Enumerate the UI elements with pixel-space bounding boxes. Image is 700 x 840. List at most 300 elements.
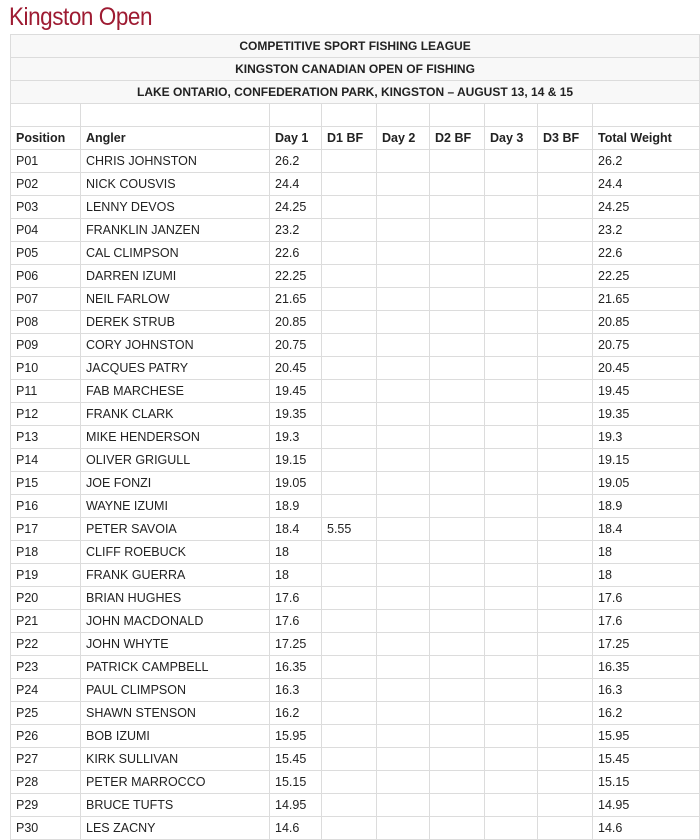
cell-d1bf (322, 748, 377, 771)
table-row (11, 610, 700, 633)
cell-position: P03 (11, 196, 81, 219)
cell-day3 (485, 679, 538, 702)
cell-day1: 15.45 (270, 748, 322, 771)
cell-day1: 16.35 (270, 656, 322, 679)
cell-day1: 18.4 (270, 518, 322, 541)
cell-position: P10 (11, 357, 81, 380)
cell-total-weight: 16.2 (593, 702, 700, 725)
cell-d1bf (322, 265, 377, 288)
cell-d3bf (538, 311, 593, 334)
cell-day1: 19.35 (270, 403, 322, 426)
cell-day3 (485, 196, 538, 219)
cell-day3 (485, 817, 538, 840)
cell-d2bf (430, 449, 485, 472)
cell-d1bf (322, 771, 377, 794)
cell-position: P15 (11, 472, 81, 495)
cell-d2bf (430, 679, 485, 702)
cell-day2 (377, 472, 430, 495)
cell-total-weight: 20.75 (593, 334, 700, 357)
cell-d3bf (538, 702, 593, 725)
cell-d2bf (430, 288, 485, 311)
cell-day2 (377, 656, 430, 679)
cell-day2 (377, 564, 430, 587)
cell-day3 (485, 564, 538, 587)
cell-d1bf (322, 449, 377, 472)
cell-total-weight: 17.6 (593, 587, 700, 610)
cell-day2 (377, 380, 430, 403)
cell-day3 (485, 472, 538, 495)
cell-d1bf (322, 311, 377, 334)
cell-d2bf (430, 748, 485, 771)
col-angler: Angler (81, 127, 270, 150)
cell-angler: FRANK CLARK (81, 403, 270, 426)
cell-day2 (377, 794, 430, 817)
cell-total-weight: 18 (593, 564, 700, 587)
cell-day1: 16.2 (270, 702, 322, 725)
cell-d1bf (322, 288, 377, 311)
table-row (11, 288, 700, 311)
cell-day1: 20.75 (270, 334, 322, 357)
cell-day2 (377, 265, 430, 288)
cell-d2bf (430, 587, 485, 610)
cell-d3bf (538, 288, 593, 311)
cell-total-weight: 21.65 (593, 288, 700, 311)
cell-d1bf (322, 656, 377, 679)
cell-day3 (485, 495, 538, 518)
cell-d2bf (430, 656, 485, 679)
cell-total-weight: 23.2 (593, 219, 700, 242)
cell-d3bf (538, 334, 593, 357)
cell-day1: 18 (270, 541, 322, 564)
cell-day1: 24.25 (270, 196, 322, 219)
cell-d3bf (538, 219, 593, 242)
cell-d1bf (322, 564, 377, 587)
cell-day1: 23.2 (270, 219, 322, 242)
cell-day2 (377, 587, 430, 610)
cell-total-weight: 24.4 (593, 173, 700, 196)
cell-angler: JACQUES PATRY (81, 357, 270, 380)
cell-day2 (377, 219, 430, 242)
cell-d2bf (430, 426, 485, 449)
cell-angler: PETER SAVOIA (81, 518, 270, 541)
cell-d3bf (538, 817, 593, 840)
cell-day2 (377, 288, 430, 311)
cell-day2 (377, 633, 430, 656)
cell-day1: 20.85 (270, 311, 322, 334)
table-row (11, 725, 700, 748)
table-row (11, 518, 700, 541)
cell-total-weight: 19.45 (593, 380, 700, 403)
table-row (11, 196, 700, 219)
cell-day3 (485, 380, 538, 403)
cell-angler: BOB IZUMI (81, 725, 270, 748)
cell-day3 (485, 311, 538, 334)
cell-d3bf (538, 472, 593, 495)
cell-angler: PATRICK CAMPBELL (81, 656, 270, 679)
cell-total-weight: 17.25 (593, 633, 700, 656)
cell-d2bf (430, 403, 485, 426)
cell-day3 (485, 334, 538, 357)
table-row (11, 426, 700, 449)
cell-d1bf (322, 633, 377, 656)
cell-total-weight: 14.6 (593, 817, 700, 840)
cell-day1: 17.6 (270, 610, 322, 633)
cell-position: P28 (11, 771, 81, 794)
table-row (11, 748, 700, 771)
cell-total-weight: 16.35 (593, 656, 700, 679)
cell-day3 (485, 725, 538, 748)
col-position: Position (11, 127, 81, 150)
cell-position: P04 (11, 219, 81, 242)
cell-day1: 15.95 (270, 725, 322, 748)
cell-day3 (485, 150, 538, 173)
cell-angler: JOE FONZI (81, 472, 270, 495)
table-row (11, 380, 700, 403)
cell-day2 (377, 679, 430, 702)
cell-position: P30 (11, 817, 81, 840)
cell-d2bf (430, 702, 485, 725)
col-d1bf: D1 BF (322, 127, 377, 150)
cell-total-weight: 24.25 (593, 196, 700, 219)
cell-position: P16 (11, 495, 81, 518)
cell-day2 (377, 196, 430, 219)
cell-d1bf (322, 334, 377, 357)
cell-total-weight: 19.3 (593, 426, 700, 449)
cell-position: P23 (11, 656, 81, 679)
cell-d3bf (538, 518, 593, 541)
cell-day2 (377, 449, 430, 472)
cell-total-weight: 26.2 (593, 150, 700, 173)
cell-day2 (377, 426, 430, 449)
cell-day2 (377, 495, 430, 518)
cell-day3 (485, 173, 538, 196)
cell-angler: OLIVER GRIGULL (81, 449, 270, 472)
cell-d3bf (538, 426, 593, 449)
cell-d2bf (430, 242, 485, 265)
col-day2: Day 2 (377, 127, 430, 150)
table-row (11, 495, 700, 518)
cell-d2bf (430, 633, 485, 656)
results-table (10, 34, 700, 840)
cell-angler: FRANKLIN JANZEN (81, 219, 270, 242)
cell-d2bf (430, 265, 485, 288)
cell-angler: WAYNE IZUMI (81, 495, 270, 518)
cell-day3 (485, 288, 538, 311)
cell-day3 (485, 518, 538, 541)
cell-d3bf (538, 196, 593, 219)
column-header-row (11, 127, 700, 150)
cell-d3bf (538, 150, 593, 173)
cell-d3bf (538, 656, 593, 679)
cell-day2 (377, 725, 430, 748)
cell-angler: KIRK SULLIVAN (81, 748, 270, 771)
cell-angler: JOHN WHYTE (81, 633, 270, 656)
cell-angler: PAUL CLIMPSON (81, 679, 270, 702)
cell-day1: 18 (270, 564, 322, 587)
cell-day2 (377, 357, 430, 380)
cell-angler: CHRIS JOHNSTON (81, 150, 270, 173)
cell-d2bf (430, 173, 485, 196)
cell-position: P05 (11, 242, 81, 265)
cell-angler: PETER MARROCCO (81, 771, 270, 794)
cell-angler: NEIL FARLOW (81, 288, 270, 311)
cell-d2bf (430, 817, 485, 840)
cell-d2bf (430, 564, 485, 587)
cell-day3 (485, 587, 538, 610)
cell-day1: 19.05 (270, 472, 322, 495)
cell-position: P02 (11, 173, 81, 196)
cell-d2bf (430, 610, 485, 633)
cell-day3 (485, 702, 538, 725)
cell-d1bf (322, 725, 377, 748)
table-row (11, 633, 700, 656)
cell-day3 (485, 633, 538, 656)
cell-position: P14 (11, 449, 81, 472)
cell-position: P20 (11, 587, 81, 610)
cell-day1: 18.9 (270, 495, 322, 518)
cell-day3 (485, 794, 538, 817)
cell-d2bf (430, 196, 485, 219)
cell-d3bf (538, 564, 593, 587)
cell-position: P29 (11, 794, 81, 817)
cell-total-weight: 20.85 (593, 311, 700, 334)
cell-d3bf (538, 725, 593, 748)
cell-day2 (377, 702, 430, 725)
table-row (11, 564, 700, 587)
cell-total-weight: 16.3 (593, 679, 700, 702)
table-row (11, 311, 700, 334)
cell-d3bf (538, 633, 593, 656)
cell-total-weight: 18.4 (593, 518, 700, 541)
cell-d1bf (322, 541, 377, 564)
cell-d2bf (430, 219, 485, 242)
spacer-row (11, 104, 700, 127)
table-row (11, 173, 700, 196)
cell-position: P17 (11, 518, 81, 541)
col-d3bf: D3 BF (538, 127, 593, 150)
cell-day3 (485, 771, 538, 794)
table-row (11, 771, 700, 794)
cell-d1bf (322, 702, 377, 725)
cell-d3bf (538, 541, 593, 564)
cell-position: P06 (11, 265, 81, 288)
cell-total-weight: 19.35 (593, 403, 700, 426)
cell-position: P22 (11, 633, 81, 656)
table-row (11, 242, 700, 265)
cell-day3 (485, 449, 538, 472)
cell-d3bf (538, 357, 593, 380)
cell-d1bf (322, 242, 377, 265)
header-location: LAKE ONTARIO, CONFEDERATION PARK, KINGSTON – AUGUST 13, 14 & 15 (11, 81, 700, 104)
col-day1: Day 1 (270, 127, 322, 150)
cell-day1: 26.2 (270, 150, 322, 173)
table-row (11, 449, 700, 472)
cell-d2bf (430, 380, 485, 403)
cell-day2 (377, 173, 430, 196)
table-row (11, 656, 700, 679)
table-row (11, 472, 700, 495)
cell-d3bf (538, 380, 593, 403)
cell-position: P19 (11, 564, 81, 587)
cell-d2bf (430, 334, 485, 357)
cell-d1bf (322, 150, 377, 173)
cell-total-weight: 15.15 (593, 771, 700, 794)
cell-angler: CLIFF ROEBUCK (81, 541, 270, 564)
cell-day1: 19.45 (270, 380, 322, 403)
cell-total-weight: 15.95 (593, 725, 700, 748)
cell-d1bf (322, 472, 377, 495)
cell-day2 (377, 242, 430, 265)
cell-day1: 15.15 (270, 771, 322, 794)
cell-d2bf (430, 771, 485, 794)
header-event: KINGSTON CANADIAN OPEN OF FISHING (11, 58, 700, 81)
cell-d1bf (322, 679, 377, 702)
cell-d1bf (322, 173, 377, 196)
cell-angler: LES ZACNY (81, 817, 270, 840)
col-total-weight: Total Weight (593, 127, 700, 150)
cell-angler: BRUCE TUFTS (81, 794, 270, 817)
cell-d1bf (322, 357, 377, 380)
cell-position: P26 (11, 725, 81, 748)
cell-d3bf (538, 173, 593, 196)
cell-d2bf (430, 725, 485, 748)
cell-total-weight: 19.15 (593, 449, 700, 472)
cell-day1: 19.15 (270, 449, 322, 472)
cell-d3bf (538, 403, 593, 426)
cell-d1bf (322, 403, 377, 426)
cell-day3 (485, 748, 538, 771)
page-title: Kingston Open (9, 3, 153, 31)
cell-day1: 17.6 (270, 587, 322, 610)
cell-d2bf (430, 472, 485, 495)
cell-d1bf (322, 587, 377, 610)
cell-d2bf (430, 311, 485, 334)
cell-d1bf (322, 610, 377, 633)
header-league: COMPETITIVE SPORT FISHING LEAGUE (11, 35, 700, 58)
cell-d3bf (538, 587, 593, 610)
table-row (11, 679, 700, 702)
table-row (11, 702, 700, 725)
cell-day2 (377, 817, 430, 840)
cell-position: P18 (11, 541, 81, 564)
cell-position: P11 (11, 380, 81, 403)
cell-angler: LENNY DEVOS (81, 196, 270, 219)
cell-total-weight: 22.6 (593, 242, 700, 265)
cell-total-weight: 19.05 (593, 472, 700, 495)
cell-position: P13 (11, 426, 81, 449)
cell-day2 (377, 150, 430, 173)
cell-position: P27 (11, 748, 81, 771)
cell-position: P12 (11, 403, 81, 426)
cell-d3bf (538, 449, 593, 472)
cell-d3bf (538, 242, 593, 265)
cell-angler: DEREK STRUB (81, 311, 270, 334)
cell-d3bf (538, 495, 593, 518)
cell-d2bf (430, 495, 485, 518)
cell-day2 (377, 541, 430, 564)
table-row (11, 219, 700, 242)
cell-d3bf (538, 610, 593, 633)
cell-total-weight: 14.95 (593, 794, 700, 817)
cell-angler: SHAWN STENSON (81, 702, 270, 725)
cell-day1: 17.25 (270, 633, 322, 656)
cell-d2bf (430, 357, 485, 380)
cell-day3 (485, 610, 538, 633)
cell-angler: CORY JOHNSTON (81, 334, 270, 357)
cell-total-weight: 15.45 (593, 748, 700, 771)
cell-position: P21 (11, 610, 81, 633)
cell-d1bf: 5.55 (322, 518, 377, 541)
cell-total-weight: 18 (593, 541, 700, 564)
cell-d1bf (322, 219, 377, 242)
cell-d3bf (538, 771, 593, 794)
cell-day1: 14.95 (270, 794, 322, 817)
cell-d1bf (322, 196, 377, 219)
cell-d1bf (322, 817, 377, 840)
cell-angler: FAB MARCHESE (81, 380, 270, 403)
col-day3: Day 3 (485, 127, 538, 150)
cell-position: P25 (11, 702, 81, 725)
cell-day2 (377, 771, 430, 794)
col-d2bf: D2 BF (430, 127, 485, 150)
cell-d3bf (538, 748, 593, 771)
cell-d3bf (538, 794, 593, 817)
cell-position: P08 (11, 311, 81, 334)
cell-angler: DARREN IZUMI (81, 265, 270, 288)
cell-total-weight: 17.6 (593, 610, 700, 633)
cell-angler: CAL CLIMPSON (81, 242, 270, 265)
cell-day3 (485, 426, 538, 449)
cell-position: P01 (11, 150, 81, 173)
table-row (11, 150, 700, 173)
table-row (11, 794, 700, 817)
table-row (11, 403, 700, 426)
cell-d1bf (322, 495, 377, 518)
cell-angler: JOHN MACDONALD (81, 610, 270, 633)
cell-d2bf (430, 794, 485, 817)
cell-day1: 20.45 (270, 357, 322, 380)
cell-total-weight: 20.45 (593, 357, 700, 380)
cell-position: P09 (11, 334, 81, 357)
cell-day3 (485, 357, 538, 380)
cell-d1bf (322, 380, 377, 403)
cell-angler: BRIAN HUGHES (81, 587, 270, 610)
cell-position: P07 (11, 288, 81, 311)
cell-d2bf (430, 541, 485, 564)
cell-d3bf (538, 265, 593, 288)
cell-day3 (485, 656, 538, 679)
cell-day3 (485, 403, 538, 426)
cell-day3 (485, 242, 538, 265)
cell-day2 (377, 518, 430, 541)
table-row (11, 587, 700, 610)
cell-day1: 22.6 (270, 242, 322, 265)
cell-day1: 24.4 (270, 173, 322, 196)
cell-day3 (485, 219, 538, 242)
cell-day1: 16.3 (270, 679, 322, 702)
cell-d2bf (430, 518, 485, 541)
cell-angler: NICK COUSVIS (81, 173, 270, 196)
table-row (11, 334, 700, 357)
cell-total-weight: 18.9 (593, 495, 700, 518)
cell-d1bf (322, 794, 377, 817)
cell-day3 (485, 265, 538, 288)
cell-day1: 14.6 (270, 817, 322, 840)
cell-day3 (485, 541, 538, 564)
cell-day2 (377, 311, 430, 334)
table-row (11, 265, 700, 288)
cell-day1: 21.65 (270, 288, 322, 311)
